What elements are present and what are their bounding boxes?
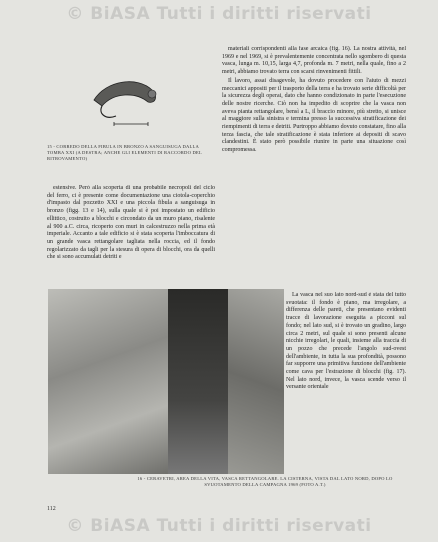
text-column-left bbox=[47, 185, 215, 285]
fibula-illustration bbox=[86, 70, 166, 132]
paragraph: materiali corrispondenti alla fase arcaica (fig. 16). La nostra attività, nel 1969 e nel 1969, si è prevalentemente concentrata nello sgombero di questa vasca, lunga m. 10,15, larga 4,7, profonda m. 7 metri, nella quale, fino a 2 metri, abbiamo trovato terra con scarsi rinvenimenti fittili. bbox=[222, 46, 406, 76]
text-column-right-bottom bbox=[286, 292, 406, 467]
photo-cistern-dark bbox=[168, 289, 228, 474]
paragraph: estensive. Però alla scoperta di una probabile necropoli del ciclo del ferro, ci è presente come documentazione una ciotola-coperchio d'impasto dal pozzetto XXI e una piccola fibula a sanguisuga in bronzo (figg. 13 e 14), sulla quale si è poi impostato un edificio ellittico, costruito a blocchi e circondato da un muro piano, risalente al 900 a.C. circa, ricoperto con muri in calcestruzzo nella prima età imperiale. Accanto a tale edificio si è stata scoperta l'imboccatura di un grande vasca rettangolare tagliata nella roccia, ed il fondo regolarizzato da tagli per la stesura di opera di blocchi, ora da quelli che si sono accumulati detriti e bbox=[47, 185, 215, 261]
watermark-bottom: © BiASA Tutti i diritti riservati bbox=[66, 516, 372, 536]
paragraph: Il lavoro, assai disagevole, ha dovuto procedere con l'aiuto di mezzi meccanici appositi per il trasporto della terra e ha trovato serie difficoltà per la sicurezza degli operai, dato che hanno condizionato in parte l'esecuzione delle nostre ricerche. Ciò non ha impedito di scoprire che la vasca non aveva pianta rettangolare, bensì a L, il braccio minore, più stretto, si unisce al maggiore sulla sinistra e termina presso la successiva stratificazione dei riempimenti di terra e detriti. Purtroppo abbiamo dovuto constatare, fino alla terza fascia, che tale stratificazione è stata inferiore ai depositi di scavo clandestini. È stato però possibile riunire in parte una situazione così compromessa. bbox=[222, 77, 406, 154]
figure-caption-small: 15 - CORREDO DELLA FIBULA IN BRONZO A SANGUISUGA DALLA TOMBA XXI (A DESTRA; ANCHE GLI ELEMENTI DI RACCORDO DEL RITROVAMENTO) bbox=[47, 144, 202, 161]
text-column-right-top bbox=[222, 46, 406, 288]
photo-rock-wall bbox=[48, 289, 168, 474]
watermark-top: © BiASA Tutti i diritti riservati bbox=[66, 4, 372, 24]
figure-caption-large: 16 - CERAVETRI, AREA DELLA VITA, VASCA RETTANGOLARE. LA CISTERNA, VISTA DAL LATO NORD, DOPO LO SVUOTAMENTO DELLA CAMPAGNA 1969 (FOTO A.T.) bbox=[137, 476, 393, 487]
paragraph: La vasca nel suo lato nord-sud è stata del tutto svuotata: il fondo è piano, ma irregolare, a differenza delle pareti, che presentano evidenti tracce di lavorazione eseguita a picconi sul fondo; nel lato sud, si è trovato un gradino, largo circa 2 metri, sul quale si sono presenti alcune nicchie irregolari, le quali, insieme alla traccia di un pozzo che precede l'angolo sud-ovest dell'ambiente, in tutta la sua profondità, possono far supporre una primitiva funzione dell'ambiente come cava per l'estrazione di blocchi (fig. 17). Nel lato nord, invece, la vasca scende verso il versante orientale bbox=[286, 292, 406, 391]
page-number: 112 bbox=[47, 506, 56, 512]
photo-cistern-wall bbox=[228, 289, 284, 474]
